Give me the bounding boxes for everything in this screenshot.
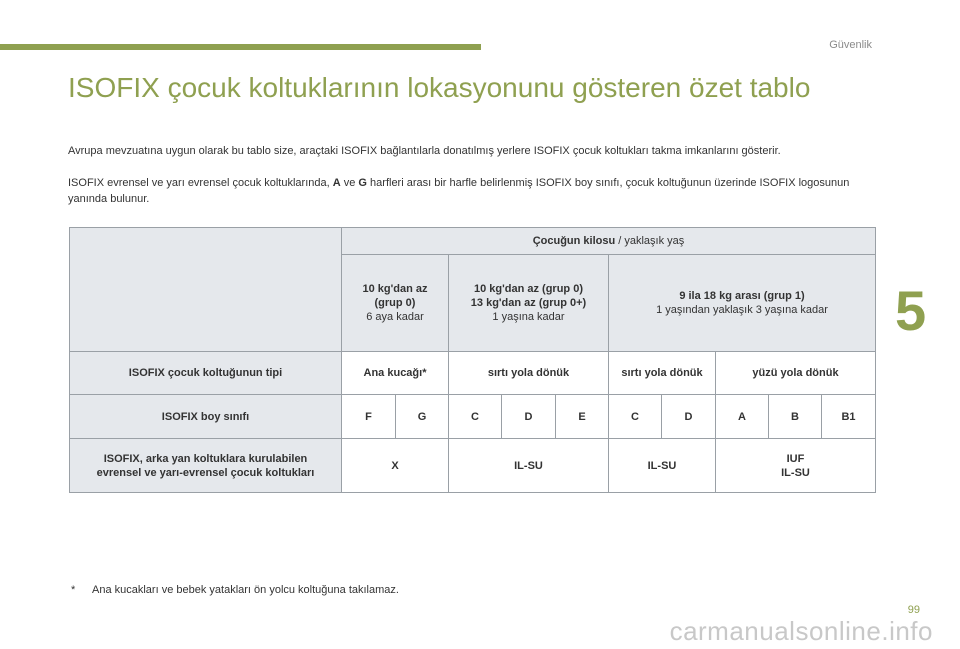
- table-cell: yüzü yola dönük: [716, 352, 876, 395]
- group-0-header: 10 kg'dan az (grup 0) 6 aya kadar: [342, 255, 449, 352]
- table-cell: C: [449, 395, 502, 439]
- intro-paragraph-2: ISOFIX evrensel ve yarı evrensel çocuk koltuklarında, A ve G harfleri arası bir harfle belirlenmiş ISOFIX boy sınıfı, çocuk koltuğunun üzerinde ISOFIX logosunun yanında bulunur.: [68, 177, 850, 205]
- table-cell: IL-SU: [449, 439, 609, 493]
- table-cell: D: [662, 395, 716, 439]
- page-title: ISOFIX çocuk koltuklarının lokasyonunu gösteren özet tablo: [68, 72, 811, 103]
- intro-paragraph-1: Avrupa mevzuatına uygun olarak bu tablo size, araçtaki ISOFIX bağlantılarla donatılmış yerlere ISOFIX çocuk koltukları takma imkanlarını gösterir.: [68, 145, 781, 157]
- section-label: Güvenlik: [829, 39, 872, 51]
- group-0plus-header: 10 kg'dan az (grup 0) 13 kg'dan az (grup 0+) 1 yaşına kadar: [449, 255, 609, 352]
- table-cell: D: [502, 395, 556, 439]
- table-cell: E: [556, 395, 609, 439]
- group-1-header: 9 ila 18 kg arası (grup 1) 1 yaşından yaklaşık 3 yaşına kadar: [609, 255, 876, 352]
- table-cell: B: [769, 395, 822, 439]
- table-cell: sırtı yola dönük: [449, 352, 609, 395]
- footnote-text: Ana kucakları ve bebek yatakları ön yolcu koltuğuna takılamaz.: [92, 584, 399, 596]
- chapter-number: 5: [895, 279, 927, 342]
- table-corner-cell: [70, 228, 342, 352]
- table-cell: IUF IL-SU: [716, 439, 876, 493]
- table-cell: B1: [822, 395, 876, 439]
- table-cell: G: [396, 395, 449, 439]
- page-number: 99: [907, 604, 920, 616]
- table-cell: IL-SU: [609, 439, 716, 493]
- footnote-marker: *: [71, 584, 76, 596]
- table-cell: sırtı yola dönük: [609, 352, 716, 395]
- row-label-seat-type: ISOFIX çocuk koltuğunun tipi: [70, 352, 342, 395]
- table-cell: F: [342, 395, 396, 439]
- table-cell: Ana kucağı*: [342, 352, 449, 395]
- isofix-summary-table: [69, 227, 876, 493]
- row-label-size-class: ISOFIX boy sınıfı: [70, 395, 342, 439]
- table-cell: C: [609, 395, 662, 439]
- table-cell: X: [342, 439, 449, 493]
- row-label-isofix-seats: ISOFIX, arka yan koltuklara kurulabilen evrensel ve yarı-evrensel çocuk koltukları: [70, 439, 342, 493]
- top-accent-bar: [0, 44, 481, 50]
- table-cell: A: [716, 395, 769, 439]
- watermark: carmanualsonline.info: [669, 616, 933, 646]
- weight-header: Çocuğun kilosu / yaklaşık yaş: [342, 228, 876, 255]
